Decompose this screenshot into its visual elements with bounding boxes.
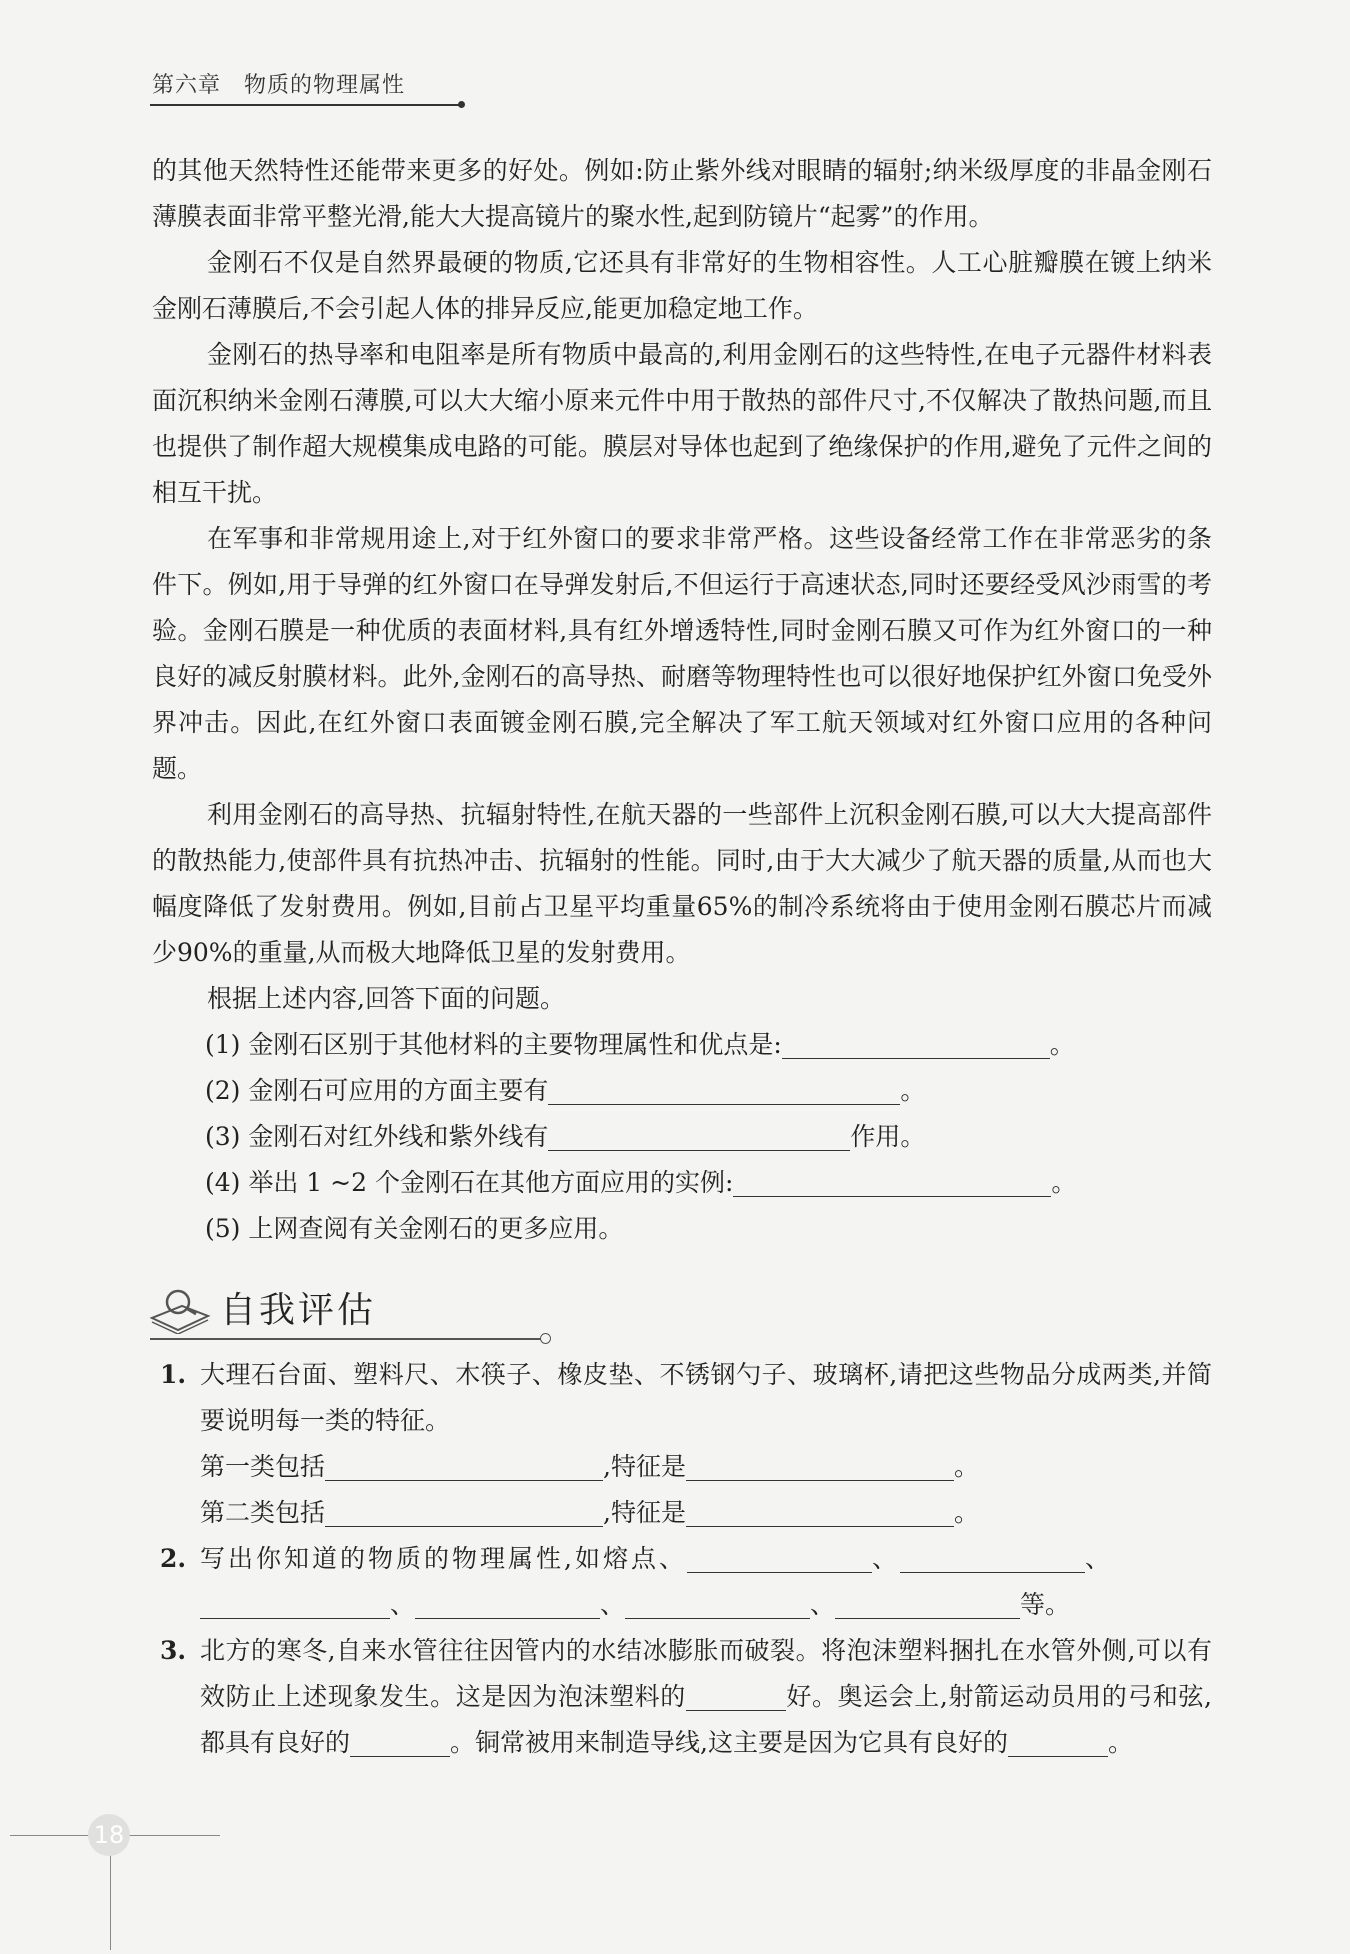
question-text: (3) 金刚石对红外线和紫外线有 [205, 1122, 549, 1151]
question-5: (5) 上网查阅有关金刚石的更多应用。 [205, 1214, 624, 1243]
exercise-list [160, 1352, 1212, 1766]
section-underline-dot [540, 1333, 551, 1344]
answer-label: 第一类包括 [200, 1452, 326, 1481]
reading-passage [152, 148, 1212, 1252]
answer-blank[interactable] [325, 1450, 603, 1481]
answer-blank[interactable] [686, 1450, 954, 1481]
answer-blank[interactable] [415, 1588, 600, 1619]
exercise-text-part: 。铜常被用来制造导线,这主要是因为它具有良好的 [450, 1728, 1008, 1757]
answer-blank[interactable] [625, 1588, 810, 1619]
answer-end: 。 [953, 1498, 979, 1527]
answer-blank[interactable] [686, 1496, 954, 1527]
exercise-number: 2. [160, 1544, 187, 1573]
separator: 、 [390, 1590, 416, 1619]
answer-blank[interactable] [548, 1120, 850, 1151]
separator: 、 [1084, 1544, 1113, 1573]
chapter-header: 第六章 物质的物理属性 [152, 73, 406, 98]
paragraph: 在军事和非常规用途上,对于红外窗口的要求非常严格。这些设备经常工作在非常恶劣的条件下。例如,用于导弹的红外窗口在导弹发射后,不但运行于高速状态,同时还要经受风沙雨雪的考验。金刚石膜是一种优质的表面材料,具有红外增透特性,同时金刚石膜又可作为红外窗口的一种良好的减反射膜材料。此外,金刚石的高导热、耐磨等物理特性也可以很好地保护红外窗口免受外界冲击。因此,在红外窗口表面镀金刚石膜,完全解决了军工航天领域对红外窗口应用的各种问题。 [152, 524, 1212, 783]
exercise-number: 3. [160, 1636, 187, 1665]
answer-label: ,特征是 [603, 1452, 686, 1481]
footer-vertical-rule [110, 1855, 111, 1950]
answer-blank[interactable] [325, 1496, 603, 1527]
separator: 、 [871, 1544, 900, 1573]
exercise-text: 大理石台面、塑料尺、木筷子、橡皮垫、不锈钢勺子、玻璃杯,请把这些物品分成两类,并简要说明每一类的特征。 [200, 1360, 1212, 1435]
answer-blank[interactable] [686, 1680, 786, 1711]
paragraph: 的其他天然特性还能带来更多的好处。例如:防止紫外线对眼睛的辐射;纳米级厚度的非晶金刚石薄膜表面非常平整光滑,能大大提高镜片的聚水性,起到防镜片“起雾”的作用。 [152, 156, 1212, 231]
question-3 [152, 1114, 1212, 1160]
answer-blank[interactable] [687, 1542, 872, 1573]
answer-label: ,特征是 [603, 1498, 686, 1527]
page-number: 18 [88, 1814, 130, 1856]
question-prompt: 根据上述内容,回答下面的问题。 [207, 984, 565, 1013]
answer-blank[interactable] [782, 1028, 1050, 1059]
exercise-text-part: 北方的寒冬,自来水管往往因管内的水结冰膨胀而破裂。将泡沫塑料捆扎在水管外侧,可以有效防止上述现象发生。这是因为泡沫塑料的 [200, 1636, 1212, 1711]
answer-end: 等。 [1020, 1590, 1071, 1619]
question-text: (1) 金刚石区别于其他材料的主要物理属性和优点是: [205, 1030, 782, 1059]
answer-end: 。 [953, 1452, 979, 1481]
answer-blank[interactable] [350, 1726, 450, 1757]
separator: 、 [600, 1590, 626, 1619]
answer-blank[interactable] [548, 1074, 900, 1105]
answer-label: 第二类包括 [200, 1498, 326, 1527]
answer-blank[interactable] [900, 1542, 1085, 1573]
separator: 、 [810, 1590, 836, 1619]
question-1 [152, 1022, 1212, 1068]
header-rule-dot [458, 101, 465, 108]
magnifier-book-icon [148, 1286, 212, 1334]
answer-blank[interactable] [1008, 1726, 1108, 1757]
question-text: (2) 金刚石可应用的方面主要有 [205, 1076, 549, 1105]
exercise-text-part: 写出你知道的物质的物理属性,如熔点、 [200, 1544, 687, 1573]
exercise-text [200, 1628, 1212, 1766]
paragraph: 金刚石的热导率和电阻率是所有物质中最高的,利用金刚石的这些特性,在电子元器件材料表面沉积纳米金刚石薄膜,可以大大缩小原来元件中用于散热的部件尺寸,不仅解决了散热问题,而且也提供了制作超大规模集成电路的可能。膜层对导体也起到了绝缘保护的作用,避免了元件之间的相互干扰。 [152, 340, 1212, 507]
question-end: 。 [1051, 1168, 1077, 1197]
answer-blank[interactable] [733, 1166, 1051, 1197]
exercise-number: 1. [160, 1360, 187, 1389]
answer-blank[interactable] [200, 1588, 390, 1619]
answer-blank[interactable] [835, 1588, 1020, 1619]
answer-end: 。 [1107, 1728, 1133, 1757]
paragraph: 金刚石不仅是自然界最硬的物质,它还具有非常好的生物相容性。人工心脏瓣膜在镀上纳米金刚石薄膜后,不会引起人体的排异反应,能更加稳定地工作。 [152, 248, 1212, 323]
exercise-2 [160, 1536, 1212, 1628]
question-2 [152, 1068, 1212, 1114]
exercise-1 [160, 1352, 1212, 1536]
paragraph: 利用金刚石的高导热、抗辐射特性,在航天器的一些部件上沉积金刚石膜,可以大大提高部件的散热能力,使部件具有抗热冲击、抗辐射的性能。同时,由于大大减少了航天器的质量,从而也大幅度降低了发射费用。例如,目前占卫星平均重量65%的制冷系统将由于使用金刚石膜芯片而减少90%的重量,从而极大地降低卫星的发射费用。 [152, 800, 1212, 967]
section-title: 自我评估 [220, 1290, 377, 1331]
question-end: 。 [1049, 1030, 1075, 1059]
exercise-3 [160, 1628, 1212, 1766]
question-text: (4) 举出 1 ~2 个金刚石在其他方面应用的实例: [205, 1168, 734, 1197]
header-rule [150, 104, 462, 106]
section-underline [150, 1338, 542, 1340]
exercise-text [200, 1536, 1212, 1582]
answer-line [200, 1582, 1212, 1628]
answer-line [200, 1444, 1212, 1490]
question-4 [152, 1160, 1212, 1206]
question-end: 。 [900, 1076, 926, 1105]
question-end: 作用。 [850, 1122, 926, 1151]
answer-line [200, 1490, 1212, 1536]
exercise-text-part: 好。奥运会上,射箭运动员用的弓和弦,都具有良好的 [200, 1682, 1212, 1757]
